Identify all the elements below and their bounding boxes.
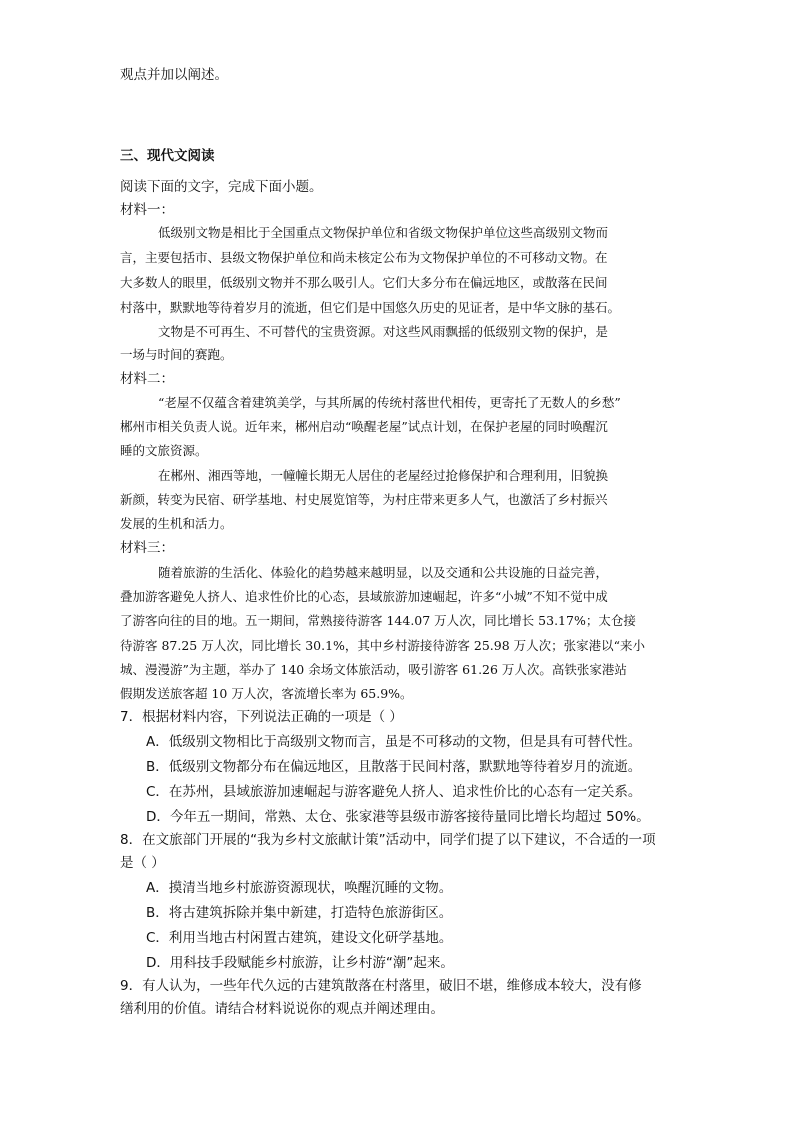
material1-line: 低级别文物是相比于全国重点文物保护单位和省级文物保护单位这些高级别文物而: [158, 225, 609, 240]
question-8-option-c: C．利用当地古村闲置古建筑，建设文化研学基地。: [146, 930, 453, 946]
question-8-stem: 8．在文旅部门开展的“我为乡村文旅献计策”活动中，同学们提了以下建议，不合适的一项: [120, 832, 656, 848]
material2-line: “老屋不仅蕴含着建筑美学，与其所属的传统村落世代相传，更寄托了无数人的乡愁”: [158, 395, 621, 410]
material2-line: 新颜，转变为民宿、研学基地、村史展览馆等，为村庄带来更多人气，也激活了乡村振兴: [120, 492, 608, 507]
material1-line: 一场与时间的赛跑。: [120, 347, 233, 362]
material3-line: 假期发送旅客超 10 万人次，客流增长率为 65.9%。: [120, 686, 413, 701]
reading-instruction: 阅读下面的文字，完成下面小题。: [120, 179, 323, 195]
question-8-stem-cont: 是（ ）: [120, 855, 165, 871]
question-7-option-a: A．低级别文物相比于高级别文物而言，虽是不可移动的文物，但是具有可替代性。: [146, 734, 642, 750]
question-9-stem: 9．有人认为，一些年代久远的古建筑散落在村落里，破旧不堪，维修成本较大，没有修: [120, 978, 642, 994]
material3-label: 材料三：: [120, 540, 174, 556]
material2-label: 材料二：: [120, 371, 174, 387]
material2-line: 在郴州、湘西等地，一幢幢长期无人居住的老屋经过抢修保护和合理利用，旧貌换: [158, 468, 609, 483]
section-title: 三、现代文阅读: [120, 148, 215, 164]
material3-line: 叠加游客避免人挤人、追求性价比的心态，县域旅游加速崛起，许多“小城”不知不觉中成: [120, 589, 608, 604]
material1-line: 文物是不可再生、不可替代的宝贵资源。对这些风雨飘摇的低级别文物的保护，是: [158, 324, 609, 339]
question-7-option-b: B．低级别文物都分布在偏远地区，且散落于民间村落，默默地等待着岁月的流逝。: [146, 759, 642, 775]
material1-label: 材料一：: [120, 202, 174, 218]
material2-line: 郴州市相关负责人说。近年来，郴州启动“唤醒老屋”试点计划，在保护老屋的同时唤醒沉: [120, 419, 608, 434]
question-7-stem: 7．根据材料内容，下列说法正确的一项是（ ）: [120, 709, 403, 725]
question-7-option-c: C．在苏州，县域旅游加速崛起与游客避免人挤人、追求性价比的心态有一定关系。: [146, 784, 642, 800]
material3-line: 待游客 87.25 万人次，同比增长 30.1%，其中乡村游接待游客 25.98 万人次；张家港以“来小: [120, 638, 646, 653]
material2-line: 睡的文旅资源。: [120, 443, 208, 458]
material3-line: 城、漫漫游”为主题，举办了 140 余场文体旅活动，吸引游客 61.26 万人次。高铁张家港站: [120, 662, 627, 677]
question-8-option-b: B．将古建筑拆除并集中新建，打造特色旅游街区。: [146, 905, 453, 921]
material3-line: 了游客向往的目的地。五一期间，常熟接待游客 144.07 万人次，同比增长 53.17%；太仓接: [120, 613, 636, 628]
question-8-option-a: A．摸清当地乡村旅游资源现状，唤醒沉睡的文物。: [146, 880, 453, 896]
material3-line: 随着旅游的生活化、体验化的趋势越来越明显，以及交通和公共设施的日益完善，: [158, 565, 609, 580]
material2-line: 发展的生机和活力。: [120, 516, 233, 531]
question-8-option-d: D．用科技手段赋能乡村旅游，让乡村游“潮”起来。: [146, 955, 454, 971]
material1-line: 村落中，默默地等待着岁月的流逝，但它们是中国悠久历史的见证者，是中华文脉的基石。: [120, 300, 621, 315]
question-7-option-d: D．今年五一期间，常熟、太仓、张家港等县级市游客接待量同比增长均超过 50%。: [146, 809, 650, 825]
question-9-stem-cont: 缮利用的价值。请结合材料说说你的观点并阐述理由。: [120, 1001, 444, 1017]
material1-line: 大多数人的眼里，低级别文物并不那么吸引人。它们大多分布在偏远地区，或散落在民间: [120, 275, 608, 290]
previous-question-tail: 观点并加以阐述。: [120, 67, 228, 83]
material1-line: 言，主要包括市、县级文物保护单位和尚未核定公布为文物保护单位的不可移动文物。在: [120, 250, 608, 265]
